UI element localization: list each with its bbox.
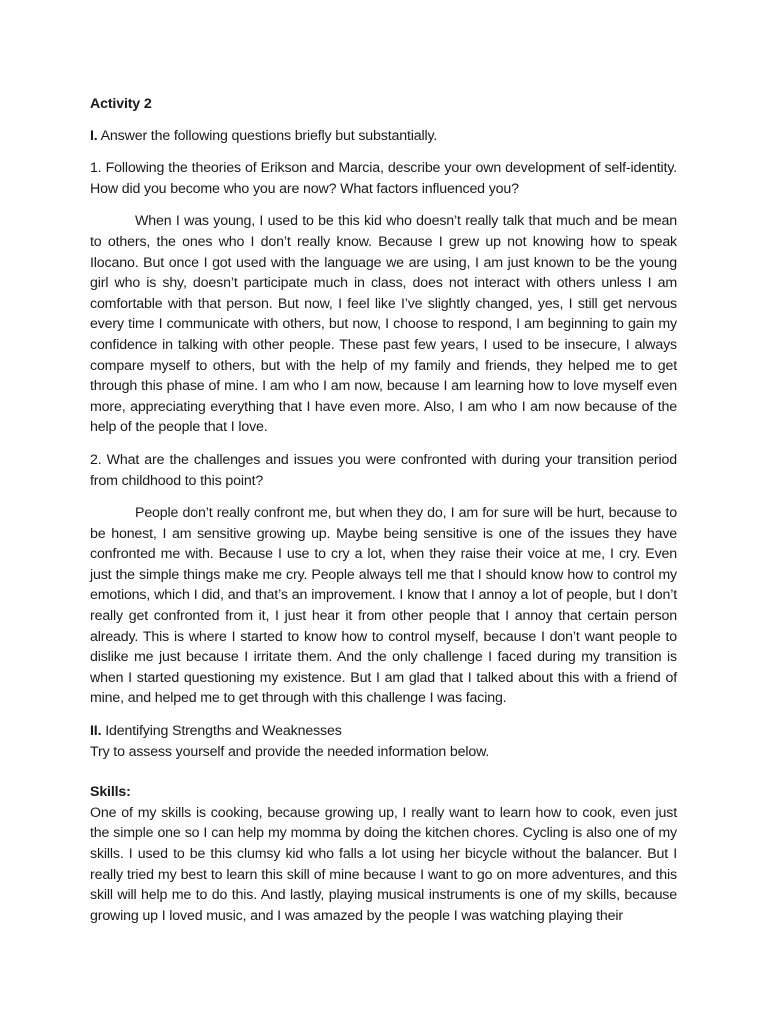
part2-numeral: II.	[90, 723, 102, 740]
part2-title: Identifying Strengths and Weaknesses	[105, 723, 342, 740]
question-2: 2. What are the challenges and issues you were confronted with during your transition period from childhood to this point?	[90, 451, 677, 489]
answer-2: People don’t really confront me, but when they do, I am for sure will be hurt, because to be honest, I am sensitive growing up. Maybe being sensitive is one of the issues they have confronted me with. Because I use to cry a lot, when they raise their voice at me, I cry. Even just the simple things make me cry. People always tell me that I should know how to control my emotions, which I did, and that’s an improvement. I know that I annoy a lot of people, but I don’t really get confronted from it, I just hear it from other people that I annoy that certain person already. This is where I started to know how to control myself, because I don’t want people to dislike me just because I irritate them. And the only challenge I faced during my transition is when I started questioning my existence. But I am glad that I talked about this with a friend of mine, and helped me to get through with this challenge I was facing.	[90, 505, 677, 707]
question-1: 1. Following the theories of Erikson and Marcia, describe your own development of self-identity. How did you become who you are now? What factors influenced you?	[90, 160, 677, 197]
skills-text: One of my skills is cooking, because growing up, I really want to learn how to cook, even just the simple one so I can help my momma by doing the kitchen chores. Cycling is also one of my skills. I used to be this clumsy kid who falls a lot using her bicycle without the balancer. But I really tried my best to learn this skill of mine because I want to go on more adventures, and this skill will help me to do this. And lastly, playing musical instruments is one of my skills, because growing up I loved music, and I was amazed by the people I was watching playing their	[90, 804, 677, 924]
document-page	[90, 94, 677, 926]
answer-1: When I was young, I used to be this kid who doesn’t really talk that much and be mean to others, the ones who I don’t really know. Because I grew up not knowing how to speak Ilocano. But once I got used with the language we are using, I am just known to be the young girl who is shy, doesn’t participate much in class, does not interact with others unless I am comfortable with that person. But now, I feel like I’ve slightly changed, yes, I still get nervous every time I communicate with others, but now, I choose to respond, I am beginning to gain my confidence in talking with other people. These past few years, I used to be insecure, I always compare myself to others, but with the help of my family and friends, they helped me to get through this phase of mine. I am who I am now, because I am learning how to love myself even more, appreciating everything that I have even more. Also, I am who I am now because of the help of the people that I love.	[90, 213, 677, 436]
part2-heading	[90, 721, 677, 742]
activity-title: Activity 2	[90, 96, 152, 112]
part1-instruction	[90, 126, 677, 147]
part1-instruction-text: Answer the following questions briefly but substantially.	[100, 127, 438, 144]
part2-instruction: Try to assess yourself and provide the needed information below.	[90, 743, 490, 760]
part1-numeral: I.	[90, 127, 98, 144]
skills-heading: Skills:	[90, 784, 131, 801]
